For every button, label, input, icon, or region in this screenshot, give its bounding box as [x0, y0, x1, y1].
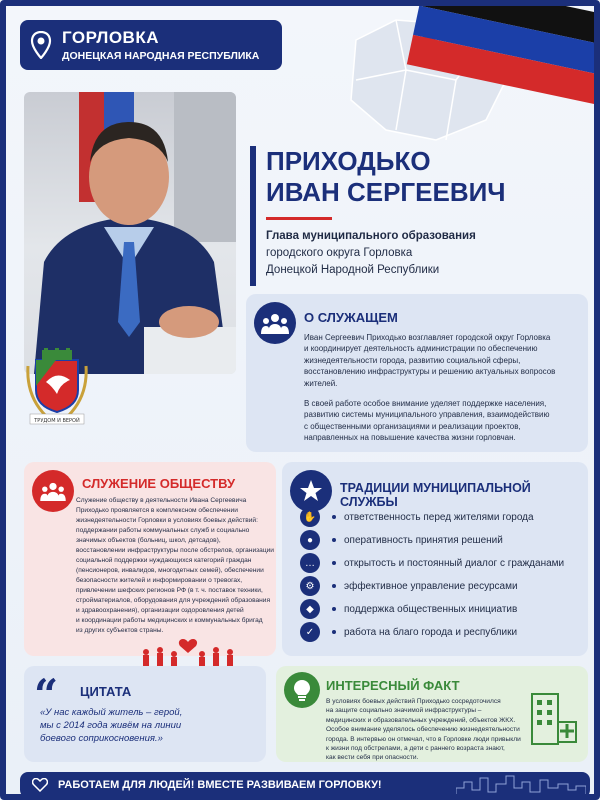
city-name: ГОРЛОВКА — [62, 28, 159, 47]
fact-text: В условиях боевых действий Приходько сосредоточился на защите социально значимой инфраструктуры – медицинских и образовательных учреждений, объектов ЖКХ. Особое внимание уделялось обеспечению жизнедеятельности города. В интервью он отмечал, что в Горловке люди привыкли к жизни под обстрелами, а дети с раннего возраста знают, как вести себя при опасности. — [326, 698, 521, 762]
about-card — [246, 294, 588, 452]
star-icon — [290, 470, 332, 512]
people-group-icon — [32, 470, 74, 512]
location-pin-icon — [30, 31, 52, 59]
people-heart-icon — [136, 636, 240, 666]
city-coat-of-arms — [26, 346, 88, 426]
tradition-item: ✓ работа на благо города и республики — [300, 622, 517, 642]
about-title: О СЛУЖАЩЕМ — [304, 310, 398, 325]
tradition-item: ◆ поддержка общественных инициатив — [300, 599, 517, 619]
traditions-card — [282, 462, 588, 656]
city-region: ДОНЕЦКАЯ НАРОДНАЯ РЕСПУБЛИКА — [62, 50, 260, 62]
tradition-item: ● оперативность принятия решений — [300, 530, 503, 550]
post-title: Глава муниципального образования — [266, 230, 476, 242]
gear-icon: ⚙ — [300, 576, 320, 596]
person-name: ПРИХОДЬКО ИВАН СЕРГЕЕВИЧ — [266, 146, 506, 207]
hospital-building-icon — [528, 686, 580, 746]
footer-slogan: РАБОТАЕМ ДЛЯ ЛЮДЕЙ! ВМЕСТЕ РАЗВИВАЕМ ГОРЛОВКУ! — [58, 779, 382, 791]
chat-icon: … — [300, 553, 320, 573]
about-paragraph-2: В своей работе особое внимание уделяет поддержке населения, развитию системы муниципального управления, взаимодействию с общественными организациями и реализации проектов, направленных на повышение качества жизни горловчан. — [304, 399, 550, 443]
footer-banner — [20, 772, 590, 798]
group-icon: ◆ — [300, 599, 320, 619]
service-title: СЛУЖЕНИЕ ОБЩЕСТВУ — [82, 476, 236, 491]
fact-title: ИНТЕРЕСНЫЙ ФАКТ — [326, 678, 460, 693]
fact-card — [276, 666, 588, 762]
lightbulb-icon — [284, 672, 320, 708]
name-underline — [266, 217, 332, 220]
about-paragraph-1: Иван Сергеевич Приходько возглавляет городской округ Горловка и координирует деятельность администрации по обеспечению жизнедеятельности города, развитию социальной сферы, восстановлению инфраструктуры и решению актуальных вопросов жителей. — [304, 333, 556, 388]
service-text: Служение обществу в деятельности Ивана Сергеевича Приходько проявляется в комплексном обеспечении жизнедеятельности Горловки в условиях боевых действий: поддержании работы коммунальных служб и социально значимых объектов (больниц, школ, детсадов), восстановлении инфраструктуры после обстрелов, организации социальной поддержки нуждающихся категорий граждан (пенсионеров, инвалидов, многодетных семей), обеспечении безопасности жителей и информировании о тревогах, привлечении шефских регионов РФ (в т. ч. поставок техники, стройматериалов, оборудования для учреждений образования и здравоохранения), организации оздоровления детей и координации работы медицинских и коммунальных бригад из других субъектов страны. — [76, 497, 274, 634]
city-skyline-icon — [456, 774, 586, 798]
post-line: городского округа Горловка — [266, 247, 413, 259]
handshake-icon: ✋ — [300, 507, 320, 527]
quote-text: «У нас каждый житель – герой, мы с 2014 года живём на линии боевого соприкосновения.» — [40, 707, 183, 744]
post-line: Донецкой Народной Республики — [266, 264, 440, 276]
shield-check-icon: ✓ — [300, 622, 320, 642]
svg-text:ТРУДОМ И ВЕРОЙ: ТРУДОМ И ВЕРОЙ — [34, 418, 80, 424]
city-badge — [20, 20, 282, 70]
tradition-item: ⚙ эффективное управление ресурсами — [300, 576, 518, 596]
tradition-item: … открытость и постоянный диалог с гражданами — [300, 553, 564, 573]
service-card — [24, 462, 276, 656]
people-icon: ● — [300, 530, 320, 550]
traditions-title: ТРАДИЦИИ МУНИЦИПАЛЬНОЙ СЛУЖБЫ — [340, 481, 531, 509]
quote-card — [24, 666, 266, 762]
heart-icon — [32, 778, 48, 792]
quote-marks-icon: “ — [34, 670, 59, 719]
people-group-icon — [254, 302, 296, 344]
name-accent-bar — [250, 146, 256, 286]
quote-title: ЦИТАТА — [80, 684, 132, 699]
tradition-item: ✋ ответственность перед жителями города — [300, 507, 534, 527]
portrait-photo — [24, 92, 236, 374]
